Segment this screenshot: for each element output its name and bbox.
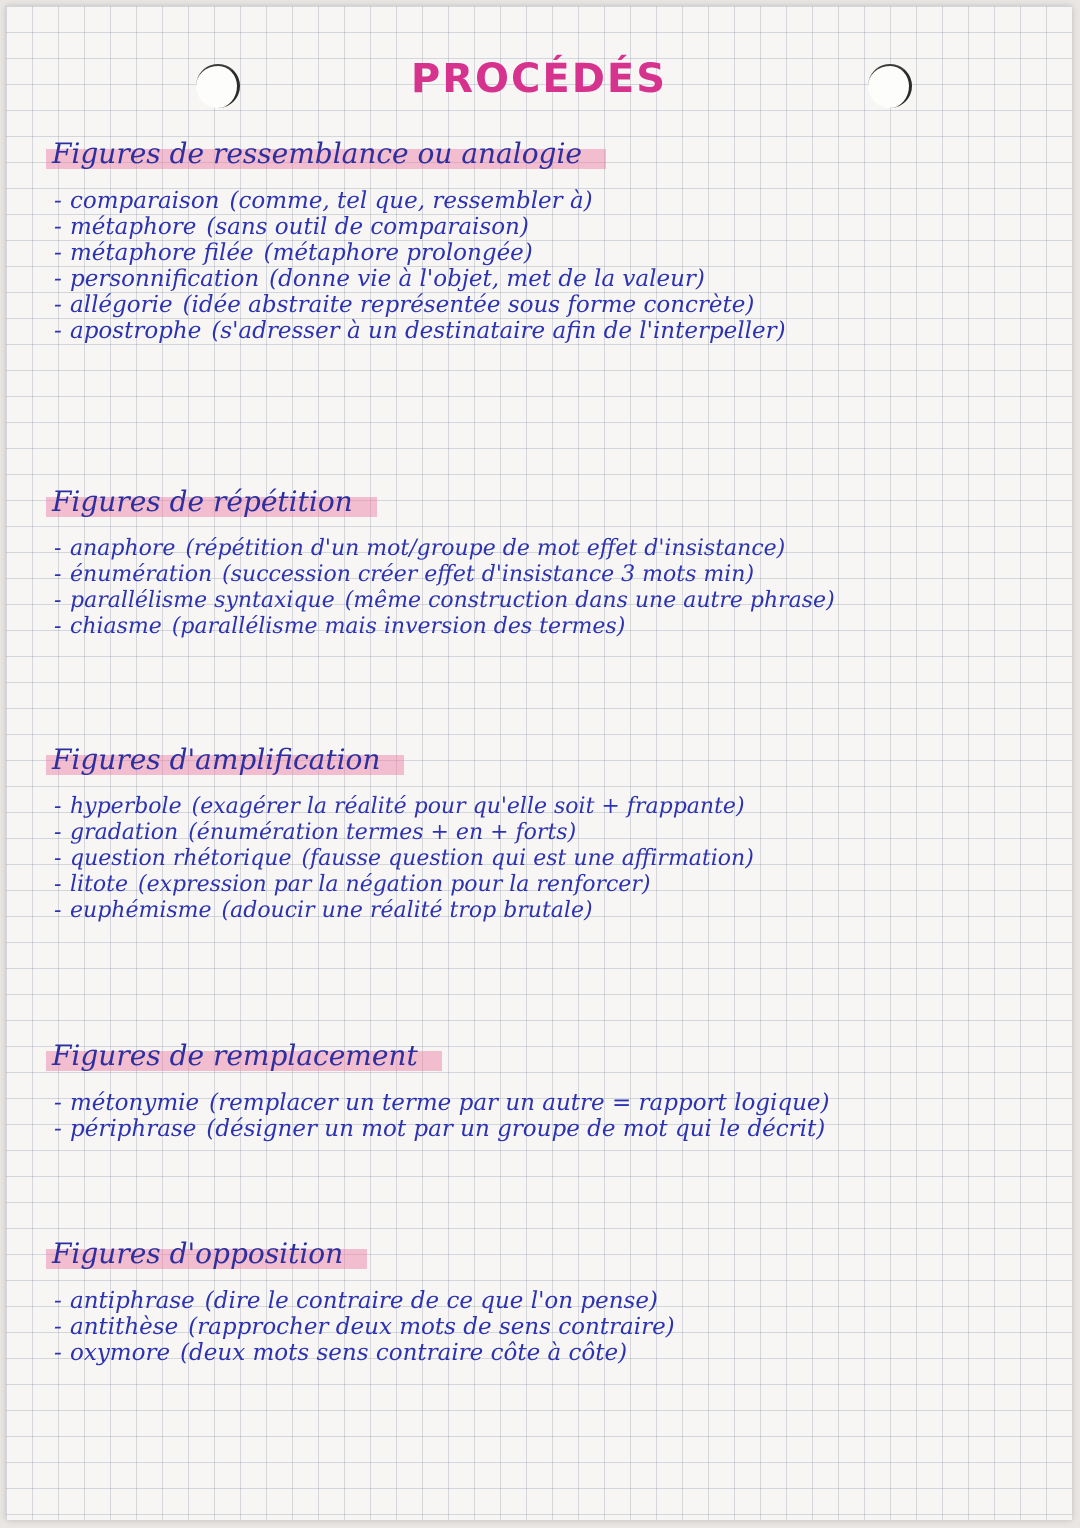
item-list	[46, 188, 1052, 344]
section-repetition	[46, 482, 1052, 640]
list-item: - hyperbole (exagérer la réalité pour qu'elle soit + frappante)	[54, 794, 745, 819]
list-item: - antiphrase (dire le contraire de ce que l'on pense)	[54, 1288, 658, 1314]
list-item: - parallélisme syntaxique (même construction dans une autre phrase)	[54, 588, 835, 613]
notebook-page	[6, 6, 1072, 1520]
list-item: - oxymore (deux mots sens contraire côte à côte)	[54, 1340, 628, 1366]
list-item: - métonymie (remplacer un terme par un autre = rapport logique)	[54, 1090, 830, 1116]
section-ressemblance	[46, 134, 1052, 344]
list-item: - euphémisme (adoucir une réalité trop brutale)	[54, 898, 593, 923]
list-item: - anaphore (répétition d'un mot/groupe de mot effet d'insistance)	[54, 536, 786, 561]
list-item: - allégorie (idée abstraite représentée sous forme concrète)	[54, 292, 755, 318]
list-item: - comparaison (comme, tel que, ressembler à)	[54, 188, 593, 214]
list-item: - métaphore (sans outil de comparaison)	[54, 214, 529, 240]
section-amplification	[46, 740, 1052, 924]
list-item: - antithèse (rapprocher deux mots de sens contraire)	[54, 1314, 675, 1340]
page-title: PROCÉDÉS	[410, 56, 668, 102]
list-item: - gradation (énumération termes + en + forts)	[54, 820, 577, 845]
item-list	[46, 794, 1052, 924]
list-item: - chiasme (parallélisme mais inversion des termes)	[54, 614, 626, 639]
section-heading: Figures d'opposition	[46, 1234, 367, 1274]
section-remplacement	[46, 1036, 1052, 1142]
list-item: - énumération (succession créer effet d'insistance 3 mots min)	[54, 562, 755, 587]
section-heading: Figures d'amplification	[46, 740, 404, 780]
section-heading: Figures de remplacement	[46, 1036, 442, 1076]
list-item: - question rhétorique (fausse question qui est une affirmation)	[54, 846, 754, 871]
item-list	[46, 1288, 1052, 1366]
item-list	[46, 536, 1052, 640]
list-item: - personnification (donne vie à l'objet, met de la valeur)	[54, 266, 705, 292]
section-heading: Figures de répétition	[46, 482, 377, 522]
section-opposition	[46, 1234, 1052, 1366]
list-item: - métaphore filée (métaphore prolongée)	[54, 240, 533, 266]
item-list	[46, 1090, 1052, 1142]
list-item: - périphrase (désigner un mot par un groupe de mot qui le décrit)	[54, 1116, 826, 1142]
list-item: - litote (expression par la négation pour la renforcer)	[54, 872, 651, 897]
list-item: - apostrophe (s'adresser à un destinataire afin de l'interpeller)	[54, 318, 786, 344]
section-heading: Figures de ressemblance ou analogie	[46, 134, 606, 174]
